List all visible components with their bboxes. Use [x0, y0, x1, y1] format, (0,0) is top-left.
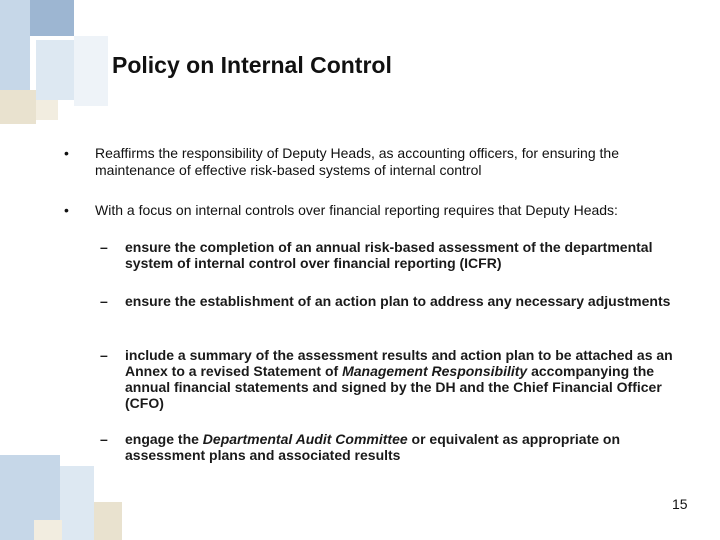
- bullet-marker: •: [64, 145, 69, 161]
- sub-bullet-text-part: accompanying the annual financial statements and signed by the DH and the Chief Financial Officer (CFO): [125, 363, 662, 411]
- slide-title: Policy on Internal Control: [112, 52, 392, 78]
- sub-bullet-marker: –: [100, 431, 108, 447]
- sub-bullet-text-italic: Departmental Audit Committee: [202, 431, 408, 447]
- sub-bullet-marker: –: [100, 293, 108, 309]
- sub-bullet-text: ensure the completion of an annual risk-based assessment of the departmental system of internal control over financial reporting (ICFR): [125, 239, 653, 271]
- sub-bullet-text-part: engage the: [125, 431, 203, 447]
- sub-bullet-text-part: or equivalent as appropriate on assessment plans and associated results: [125, 431, 621, 463]
- sub-bullet-text: [125, 431, 700, 463]
- bullet-text: With a focus on internal controls over financial reporting requires that Deputy Heads:: [95, 202, 618, 218]
- sub-bullet-text: [125, 347, 700, 411]
- sub-bullet-text: ensure the establishment of an action plan to address any necessary adjustments: [125, 293, 671, 309]
- sub-bullet-marker: –: [100, 239, 108, 255]
- page-number: 15: [672, 496, 688, 512]
- sub-bullet-text-part: include a summary of the assessment results and action plan to be attached as an Annex to a revised Statement of: [125, 347, 673, 379]
- sub-bullet-text-italic: Management Responsibility: [342, 363, 528, 379]
- bullet-marker: •: [64, 202, 69, 218]
- sub-bullet-marker: –: [100, 347, 108, 363]
- bullet-text: Reaffirms the responsibility of Deputy Heads, as accounting officers, for ensuring the maintenance of effective risk-based systems of internal control: [95, 145, 619, 178]
